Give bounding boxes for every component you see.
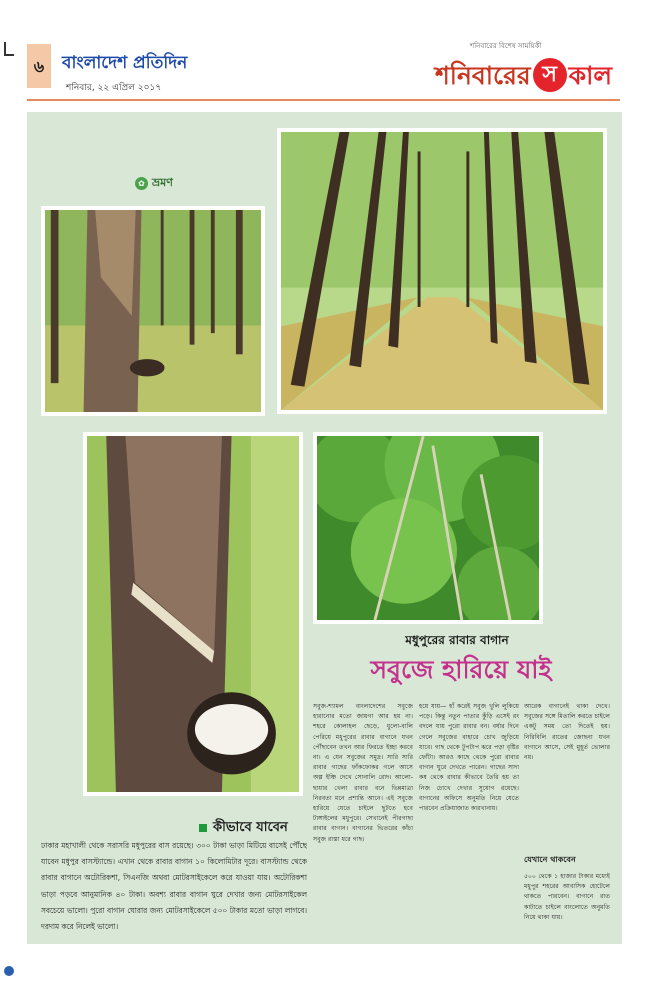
article-headline: সবুজে হারিয়ে যাই	[370, 655, 552, 684]
page-number: ৬	[33, 57, 45, 76]
newspaper-name: বাংলাদেশ প্রতিদিন	[62, 53, 188, 73]
stay-heading: যেখানে থাকবেন	[524, 855, 576, 864]
square-bullet-icon	[199, 824, 207, 832]
article-kicker: মধুপুরের রাবার বাগান	[405, 633, 509, 647]
section-label-text: ভ্রমণ	[152, 176, 173, 189]
supplement-title-left: শনিবারের	[435, 61, 531, 90]
photo-tree-avenue	[277, 128, 607, 414]
stay-text: ৫০০ থেকে ১ হাজার টাকার মধ্যেই মধুপুর শহরের আবাসিক হোটেলে থাকতে পারবেন। বাগানে রাত কাটাতে চাইলে বাংলোতে অনুমতি নিয়ে থাকা যায়।	[524, 873, 610, 921]
supplement-title-right: কাল	[568, 61, 612, 90]
how-to-go-text: ঢাকার মহাখালী থেকে সরাসরি মধুপুরের বাস রয়েছে। ৩০০ টাকা ভাড়া মিটিয়ে বাসেই পৌঁছে যাবেন মধুপুর বাসস্ট্যান্ডে। এখান থেকে রাবার বাগান ১০ কিলোমিটার দূরে। বাসস্ট্যান্ড থেকে রাবার বাগানে অটোরিকশা, সিএনজি অথবা মোটরসাইকেলে করে যাওয়া যায়। অটোরিকশা ভাড়া পড়বে আনুমানিক ৪০ টাকা। অবশ্য রাবার বাগান ঘুরে দেখার জন্য মোটরসাইকেল সবচেয়ে ভালো। পুরো বাগান ঘোরার জন্য মোটরসাইকেলে ৫০০ টাকার মতো ভাড়া লাগবে। দরদাম করে নিলেই ভালো।	[41, 841, 307, 932]
leaf-icon: ✿	[135, 177, 148, 190]
how-to-go-heading-text: কীভাবে যাবেন	[213, 820, 288, 835]
photo-latex-cup	[83, 432, 303, 796]
crop-mark	[4, 42, 14, 56]
article-body-column-3: আরেক বাগানেই থাকা দেখে। সবুজের সঙ্গে মিতালি করতে চাইলে একটু সময় তো দিতেই হয়। নিরিবিলি রাতের জোছনা যখন বাগানে আসে, সেই মুহূর্ত ভোলার নয়।	[524, 703, 610, 762]
photo-forest-canopy	[313, 432, 543, 624]
supplement-tagline: শনিবারের বিশেষ সাময়িকী	[470, 42, 542, 50]
section-label	[135, 174, 173, 193]
publication-date: শনিবার, ২২ এপ্রিল ২০১৭	[66, 83, 162, 93]
supplement-badge-icon: স	[533, 58, 567, 92]
page-number-box	[27, 44, 51, 88]
supplement-logo	[435, 56, 612, 99]
footer-globe-icon	[4, 966, 14, 976]
how-to-go-heading	[199, 818, 288, 839]
article-panel	[27, 112, 622, 944]
article-body-column-2: হয়ে যায়— হাঁ করেই সবুজ খুলি লুকিয়ে পড়ে। কিন্তু নতুন পাতার কুঁড়ি এসেই রং বদলে যায় পুরো রাবার বন। বর্ষার দিনে গেলে সবুজের বাহারে চোখ জুড়িয়ে যাবে। গাছ থেকে টুপটাপ ঝরে পড়া বৃষ্টির ফোঁটা। আরও কাছে থেকে পুরো রাবার বাগান ঘুরে দেখতে পারেন। গাছের সাদা কষ থেকে রাবার কীভাবে তৈরি হয় তা নিজ চোখে দেখার সুযোগ রয়েছে। বাগানের অফিসে অনুমতি নিয়ে যেতে পারবেন প্রক্রিয়াজাত কারখানায়।	[419, 703, 519, 813]
photo-tapped-tree	[41, 206, 265, 416]
header-divider	[27, 99, 620, 101]
article-body-column-1: সবুজ-শ্যামল বাংলাদেশের সবুজে হারানোর মতো জায়গা আর হয় না। শহরে কোলাহল ছেড়ে, ধুলো-বালি পেরিয়ে মধুপুরের রাবার বাগানে যখন পৌঁছাবেন তখন আর ফিরতে ইচ্ছা করবে না। এ যেন সবুজের সমুদ্র। সারি সারি রাবার গাছের ফাঁকফোকর গলে আসে অল্প ইঞ্চি দেখে সোনালি রোদ। আলো-ছায়ার খেলা রাবার বনে ভিন্নমাত্রা নিরবতা মনে প্রশান্তি আনে। এই সবুজে হারিয়ে যেতে চাইলে ছুটতে হবে টাঙ্গাইলের মধুপুরে। সেখানেই পীরগাছা রাবার বাগান। বাগানের ভিতরের কাঁচা সবুজ রাস্তা ধরে গাছ।	[313, 703, 413, 843]
